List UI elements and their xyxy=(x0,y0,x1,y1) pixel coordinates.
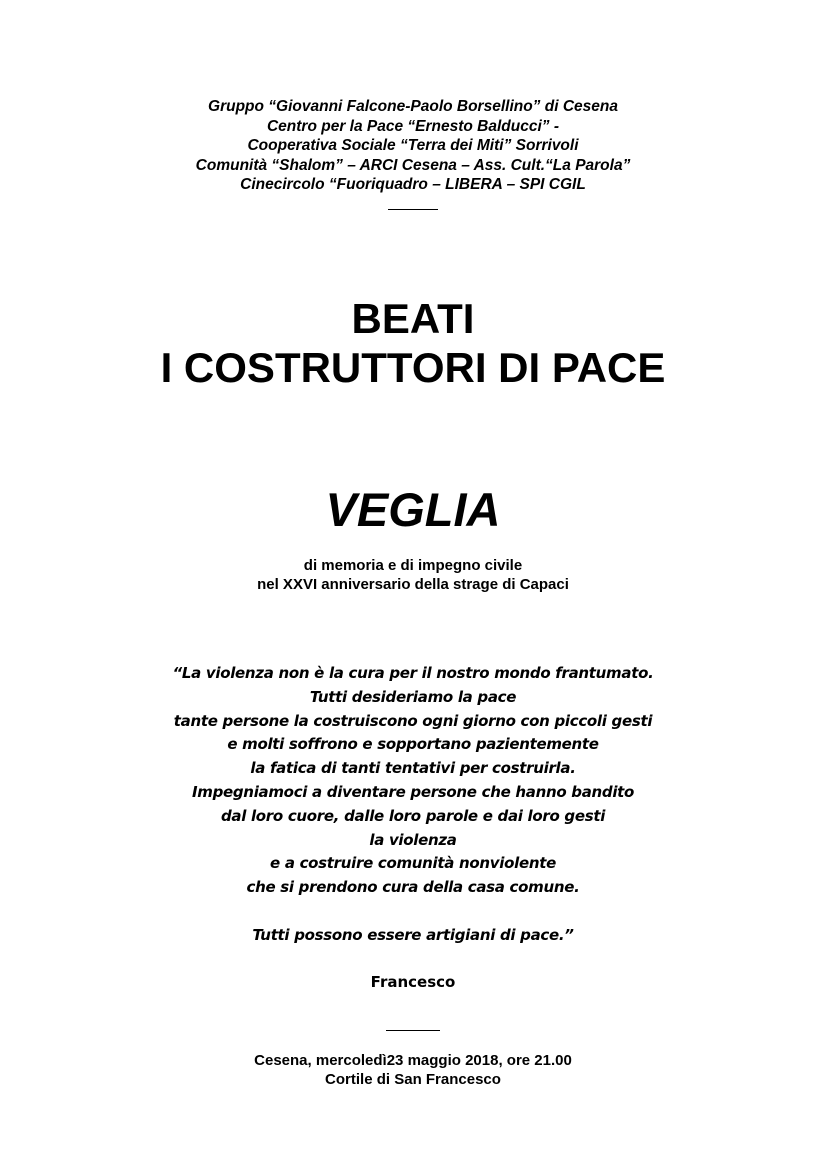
organizer-line: Cinecircolo “Fuoriquadro – LIBERA – SPI CGIL xyxy=(240,176,586,194)
footer-date: Cesena, mercoledì23 maggio 2018, ore 21.00 xyxy=(254,1052,572,1069)
footer-divider xyxy=(386,1014,440,1031)
quote-line: e molti soffrono e sopportano pazientemente xyxy=(227,735,599,754)
quote-line: Tutti desideriamo la pace xyxy=(309,687,517,706)
quote-gap xyxy=(0,900,826,924)
quote-author: Francesco xyxy=(370,973,456,991)
organizer-line: Centro per la Pace “Ernesto Balducci” - xyxy=(266,117,559,135)
event-name: VEGLIA xyxy=(325,483,501,536)
subtitle-line-1: di memoria e di impegno civile xyxy=(303,557,523,574)
organizer-line: Cooperativa Sociale “Terra dei Miti” Sorrivoli xyxy=(247,137,579,155)
quote-closing: Tutti possono essere artigiani di pace.” xyxy=(252,925,574,944)
quote-line: tante persone la costruiscono ogni giorno con piccoli gesti xyxy=(173,711,653,730)
subtitle-line-2: nel XXVI anniversario della strage di Capaci xyxy=(257,576,569,593)
quote-line: Impegniamoci a diventare persone che hanno bandito xyxy=(191,782,635,801)
title-line-1: BEATI xyxy=(351,295,475,342)
organizers-block xyxy=(0,97,826,210)
quote-line: la violenza xyxy=(369,830,457,849)
event-subtitle xyxy=(0,556,826,594)
organizer-line: Gruppo “Giovanni Falcone-Paolo Borsellino” di Cesena xyxy=(208,98,618,115)
quote-line: e a costruire comunità nonviolente xyxy=(270,854,556,873)
quote-block xyxy=(0,662,826,948)
title-line-2: I COSTRUTTORI DI PACE xyxy=(160,344,666,391)
quote-line: la fatica di tanti tentativi per costruirla. xyxy=(250,759,576,778)
footer-place: Cortile di San Francesco xyxy=(325,1071,501,1088)
organizer-line: Comunità “Shalom” – ARCI Cesena – Ass. Cult.“La Parola” xyxy=(195,156,631,174)
page-title xyxy=(0,294,826,392)
quote-line: che si prendono cura della casa comune. xyxy=(246,878,580,897)
organizers-divider xyxy=(388,195,438,210)
event-footer xyxy=(0,1051,826,1089)
quote-line: dal loro cuore, dalle loro parole e dai loro gesti xyxy=(220,806,606,825)
quote-line: “La violenza non è la cura per il nostro mondo frantumato. xyxy=(172,664,654,682)
